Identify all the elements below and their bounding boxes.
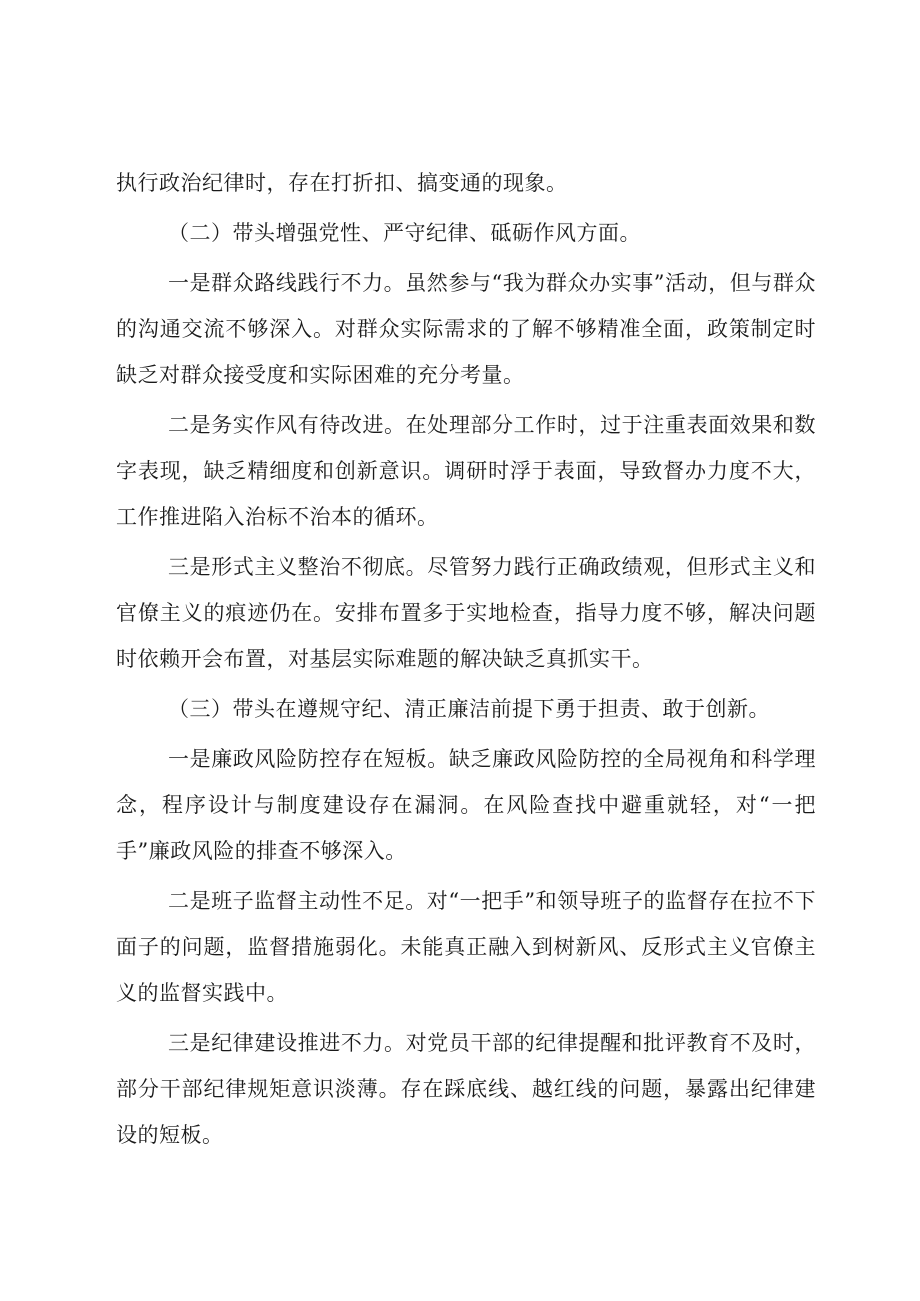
paragraph-integrity-risk: 一是廉政风险防控存在短板。缺乏廉政风险防控的全局视角和科学理念，程序设计与制度建设存在漏洞。在风险查找中避重就轻，对“一把手”廉政风险的排查不够深入。 xyxy=(116,747,816,863)
section-heading-2: （二）带头增强党性、严守纪律、砥砺作风方面。 xyxy=(168,221,641,245)
section-heading-3: （三）带头在遵规守纪、清正廉洁前提下勇于担责、敢于创新。 xyxy=(168,697,770,721)
paragraph-formalism: 三是形式主义整治不彻底。尽管努力践行正确政绩观，但形式主义和官僚主义的痕迹仍在。安排布置多于实地检查，指导力度不够，解决问题时依赖开会布置，对基层实际难题的解决缺乏真抓实干。 xyxy=(116,555,816,671)
paragraph-work-style: 二是务实作风有待改进。在处理部分工作时，过于注重表面效果和数字表现，缺乏精细度和创新意识。调研时浮于表面，导致督办力度不大，工作推进陷入治标不治本的循环。 xyxy=(116,413,816,529)
paragraph-supervision: 二是班子监督主动性不足。对“一把手”和领导班子的监督存在拉不下面子的问题，监督措施弱化。未能真正融入到树新风、反形式主义官僚主义的监督实践中。 xyxy=(116,889,816,1005)
paragraph-discipline: 三是纪律建设推进不力。对党员干部的纪律提醒和批评教育不及时，部分干部纪律规矩意识淡薄。存在踩底线、越红线的问题，暴露出纪律建设的短板。 xyxy=(116,1031,816,1147)
document-body xyxy=(116,160,816,1158)
paragraph-mass-line: 一是群众路线践行不力。虽然参与“我为群众办实事”活动，但与群众的沟通交流不够深入。对群众实际需求的了解不够精准全面，政策制定时缺乏对群众接受度和实际困难的充分考量。 xyxy=(116,271,816,387)
paragraph-continuation: 执行政治纪律时，存在打折扣、搞变通的现象。 xyxy=(116,171,568,195)
